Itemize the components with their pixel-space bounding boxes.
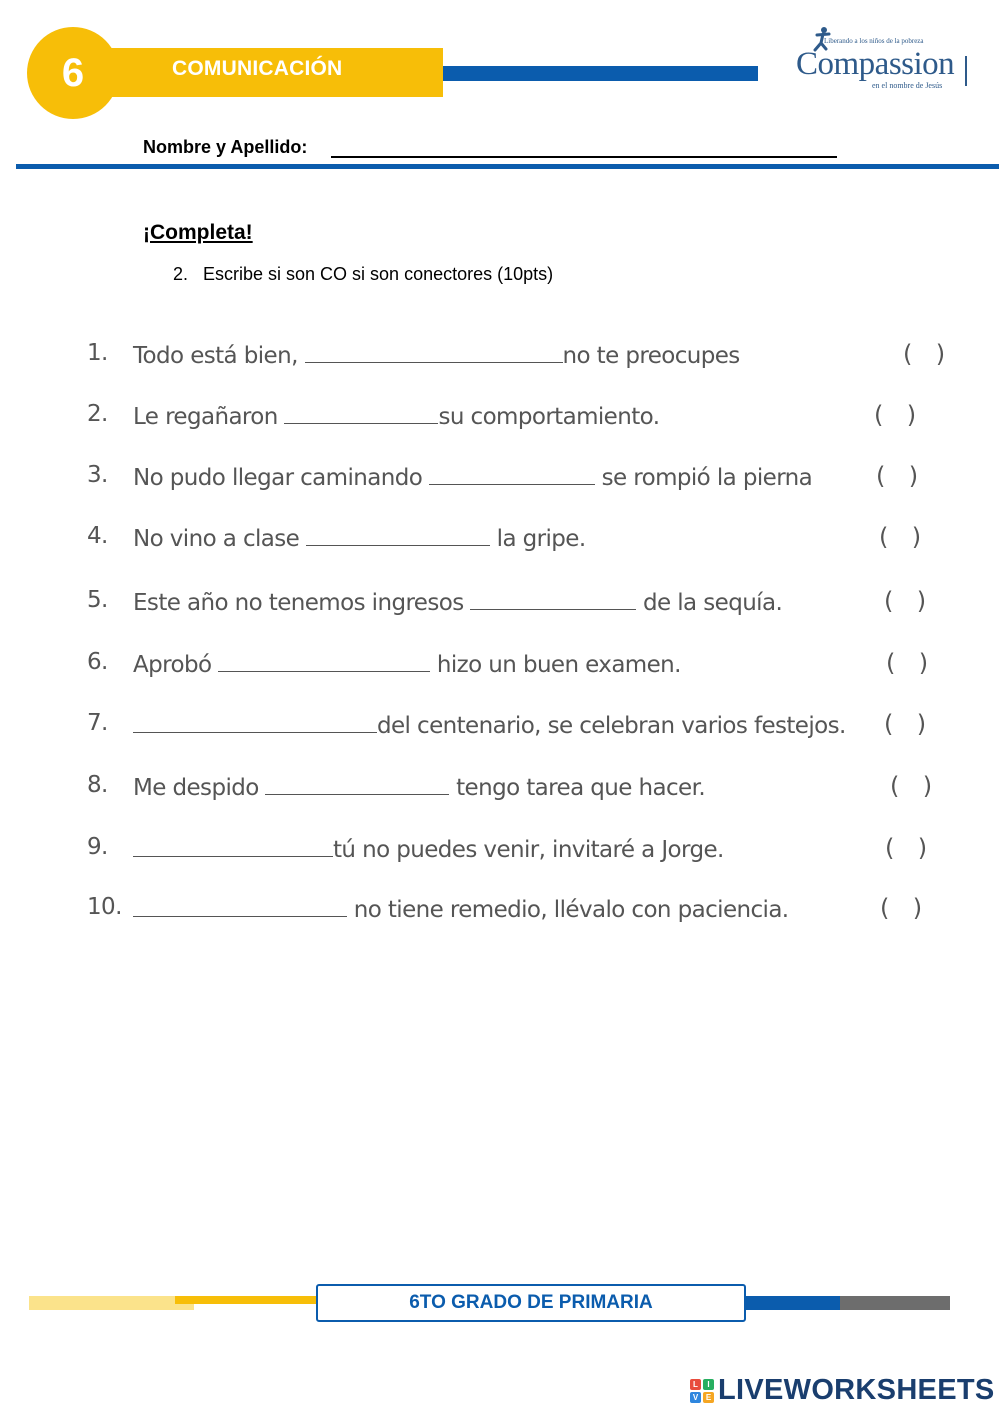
item-sentence: Aprobó hizo un buen examen. xyxy=(133,649,681,678)
item-number: 7. xyxy=(87,710,108,736)
list-item xyxy=(0,523,999,563)
answer-parentheses[interactable]: ( ) xyxy=(876,462,918,490)
item-number: 4. xyxy=(87,523,108,549)
answer-parentheses[interactable]: ( ) xyxy=(884,710,926,738)
answer-parentheses[interactable]: ( ) xyxy=(886,649,928,677)
answer-blank[interactable] xyxy=(218,649,430,672)
list-item xyxy=(0,894,999,934)
subject-title: COMUNICACIÓN xyxy=(172,57,343,80)
logo-tagline: en el nombre de Jesús xyxy=(872,81,943,90)
item-sentence: Me despido tengo tarea que hacer. xyxy=(133,772,705,801)
answer-blank[interactable] xyxy=(133,710,377,733)
footer-grade-box xyxy=(316,1284,746,1322)
footer-stripe-light-yellow xyxy=(29,1296,194,1310)
instruction-text: Escribe si son CO si son conectores (10pts) xyxy=(203,264,554,284)
item-number: 10. xyxy=(87,894,122,920)
item-number: 2. xyxy=(87,401,108,427)
footer-stripe-blue xyxy=(746,1296,840,1310)
name-label: Nombre y Apellido: xyxy=(143,137,308,157)
answer-parentheses[interactable]: ( ) xyxy=(884,587,926,615)
item-sentence: del centenario, se celebran varios festejos. xyxy=(133,710,846,739)
answer-blank[interactable] xyxy=(133,894,347,917)
liveworksheets-wordmark: LIVEWORKSHEETS xyxy=(718,1374,995,1406)
list-item xyxy=(0,587,999,627)
answer-blank[interactable] xyxy=(429,462,595,485)
list-item xyxy=(0,834,999,874)
footer-stripe-grey xyxy=(840,1296,950,1310)
logo-small-text: Liberando a los niños de la pobreza xyxy=(824,37,924,45)
liveworksheets-tiles-icon: L I V E xyxy=(690,1379,714,1403)
grade-circle xyxy=(27,27,119,119)
answer-parentheses[interactable]: ( ) xyxy=(879,523,921,551)
answer-blank[interactable] xyxy=(306,523,490,546)
answer-parentheses[interactable]: ( ) xyxy=(890,772,932,800)
item-number: 9. xyxy=(87,834,108,860)
answer-blank[interactable] xyxy=(284,401,438,424)
liveworksheets-logo xyxy=(690,1374,995,1407)
answer-parentheses[interactable]: ( ) xyxy=(903,340,945,368)
section-heading: ¡Completa! xyxy=(143,221,253,244)
item-number: 6. xyxy=(87,649,108,675)
list-item xyxy=(0,462,999,502)
item-number: 3. xyxy=(87,462,108,488)
answer-blank[interactable] xyxy=(265,772,449,795)
list-item xyxy=(0,649,999,689)
item-sentence: no tiene remedio, llévalo con paciencia. xyxy=(133,894,789,923)
list-item xyxy=(0,340,999,380)
answer-parentheses[interactable]: ( ) xyxy=(880,894,922,922)
logo-word: Compassion xyxy=(796,46,955,82)
item-number: 5. xyxy=(87,587,108,613)
list-item xyxy=(0,401,999,441)
answer-parentheses[interactable]: ( ) xyxy=(874,401,916,429)
list-item xyxy=(0,710,999,750)
footer-stripe-yellow xyxy=(175,1296,320,1304)
item-sentence: Este año no tenemos ingresos de la sequía. xyxy=(133,587,782,616)
item-number: 8. xyxy=(87,772,108,798)
answer-blank[interactable] xyxy=(305,340,563,363)
item-sentence: Todo está bien, no te preocupes xyxy=(133,340,740,369)
item-sentence: No vino a clase la gripe. xyxy=(133,523,586,552)
item-sentence: tú no puedes venir, invitaré a Jorge. xyxy=(133,834,724,863)
item-sentence: Le regañaron su comportamiento. xyxy=(133,401,659,430)
item-number: 1. xyxy=(87,340,108,366)
answer-parentheses[interactable]: ( ) xyxy=(885,834,927,862)
answer-blank[interactable] xyxy=(470,587,636,610)
answer-blank[interactable] xyxy=(133,834,333,857)
list-item xyxy=(0,772,999,812)
item-sentence: No pudo llegar caminando se rompió la pierna xyxy=(133,462,812,491)
grade-number: 6 xyxy=(61,50,85,95)
instruction-number: 2. xyxy=(173,264,189,284)
footer-grade-label: 6TO GRADO DE PRIMARIA xyxy=(409,1292,653,1313)
